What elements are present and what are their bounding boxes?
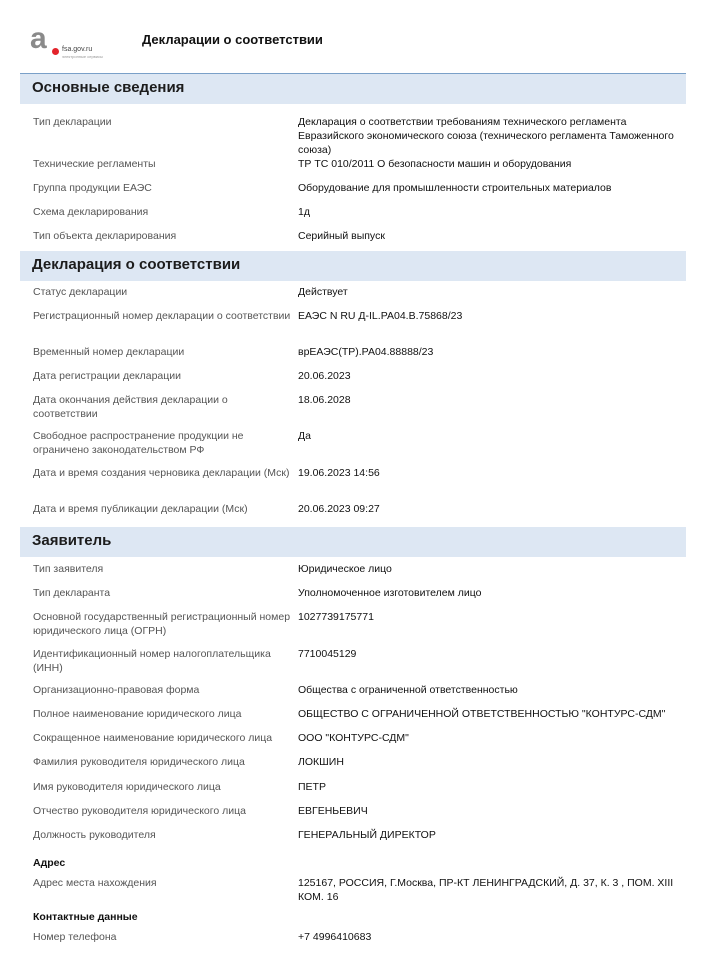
field-label: Должность руководителя (33, 829, 156, 841)
field-value: 1д (298, 206, 310, 218)
field-label: Полное наименование юридического лица (33, 708, 242, 720)
field-value: Декларация о соответствии требованиям технического регламента Евразийского экономического союза (технического регламента Таможенного союза) (298, 116, 674, 156)
contacts-subheading: Контактные данные (33, 911, 138, 923)
section-applicant-title: Заявитель (32, 532, 112, 549)
field-value: ЕАЭС N RU Д-IL.РА04.В.75868/23 (298, 310, 463, 322)
field-label: Основной государственный регистрационный номер юридического лица (ОГРН) (33, 611, 291, 637)
field-label: Статус декларации (33, 286, 128, 298)
field-value: 19.06.2023 14:56 (298, 467, 380, 479)
field-value: 20.06.2023 09:27 (298, 503, 380, 515)
field-label: Тип заявителя (33, 563, 104, 575)
field-value: 20.06.2023 (298, 370, 351, 382)
field-label: Фамилия руководителя юридического лица (33, 756, 245, 768)
section-applicant-header (20, 527, 686, 557)
section-declaration-header (20, 251, 686, 281)
field-label: Сокращенное наименование юридического лица (33, 732, 273, 744)
field-label: Отчество руководителя юридического лица (33, 805, 246, 817)
address-subheading: Адрес (33, 857, 66, 869)
section-declaration-title: Декларация о соответствии (32, 256, 241, 273)
page-title: Декларации о соответствии (142, 32, 323, 47)
section-basic-header (20, 74, 686, 104)
logo-a-icon: а (30, 22, 47, 55)
field-value: врЕАЭС(ТР).РА04.88888/23 (298, 346, 434, 358)
field-value: ГЕНЕРАЛЬНЫЙ ДИРЕКТОР (298, 829, 436, 841)
field-label: Дата и время публикации декларации (Мск) (33, 503, 248, 515)
logo-subtitle: электронные сервисы (62, 54, 103, 59)
field-label: Дата окончания действия декларации о соответствии (33, 394, 228, 420)
field-value: Да (298, 430, 311, 442)
section-basic-title: Основные сведения (32, 79, 185, 96)
field-label: Группа продукции ЕАЭС (33, 182, 152, 194)
field-value: Юридическое лицо (298, 563, 392, 575)
field-value: 125167, РОССИЯ, Г.Москва, ПР-КТ ЛЕНИНГРАДСКИЙ, Д. 37, К. 3 , ПОМ. XIII КОМ. 16 (298, 877, 674, 903)
page-header (0, 0, 712, 74)
field-value: +7 4996410683 (298, 931, 372, 943)
field-label: Временный номер декларации (33, 346, 185, 358)
field-label: Свободное распространение продукции не ограничено законодательством РФ (33, 430, 244, 456)
fsa-logo[interactable] (30, 22, 140, 62)
field-label: Тип декларанта (33, 587, 111, 599)
field-label: Технические регламенты (33, 158, 156, 170)
field-value: 7710045129 (298, 648, 357, 660)
field-value: Действует (298, 286, 348, 298)
field-value: Общества с ограниченной ответственностью (298, 684, 518, 696)
field-label: Идентификационный номер налогоплательщика (ИНН) (33, 648, 271, 674)
field-label: Адрес места нахождения (33, 877, 157, 889)
field-label: Регистрационный номер декларации о соответствии (33, 310, 291, 322)
field-value: ЕВГЕНЬЕВИЧ (298, 805, 368, 817)
field-label: Организационно-правовая форма (33, 684, 200, 696)
field-value: 18.06.2028 (298, 394, 351, 406)
logo-site: fsa.gov.ru (62, 46, 93, 53)
field-value: ЛОКШИН (298, 756, 344, 768)
logo-dot-icon (52, 48, 59, 55)
field-label: Схема декларирования (33, 206, 149, 218)
field-value: Оборудование для промышленности строительных материалов (298, 182, 612, 194)
field-label: Тип объекта декларирования (33, 230, 177, 242)
field-value: ООО "КОНТУРС-СДМ" (298, 732, 409, 744)
field-label: Номер телефона (33, 931, 117, 943)
field-value: ПЕТР (298, 781, 326, 793)
field-label: Имя руководителя юридического лица (33, 781, 221, 793)
field-value: Уполномоченное изготовителем лицо (298, 587, 482, 599)
field-value: ОБЩЕСТВО С ОГРАНИЧЕННОЙ ОТВЕТСТВЕННОСТЬЮ "КОНТУРС-СДМ" (298, 708, 666, 720)
field-value: 1027739175771 (298, 611, 374, 623)
field-value: ТР ТС 010/2011 О безопасности машин и оборудования (298, 158, 572, 170)
field-label: Дата и время создания черновика декларации (Мск) (33, 467, 290, 479)
field-label: Тип декларации (33, 116, 112, 128)
field-value: Серийный выпуск (298, 230, 385, 242)
field-label: Дата регистрации декларации (33, 370, 182, 382)
